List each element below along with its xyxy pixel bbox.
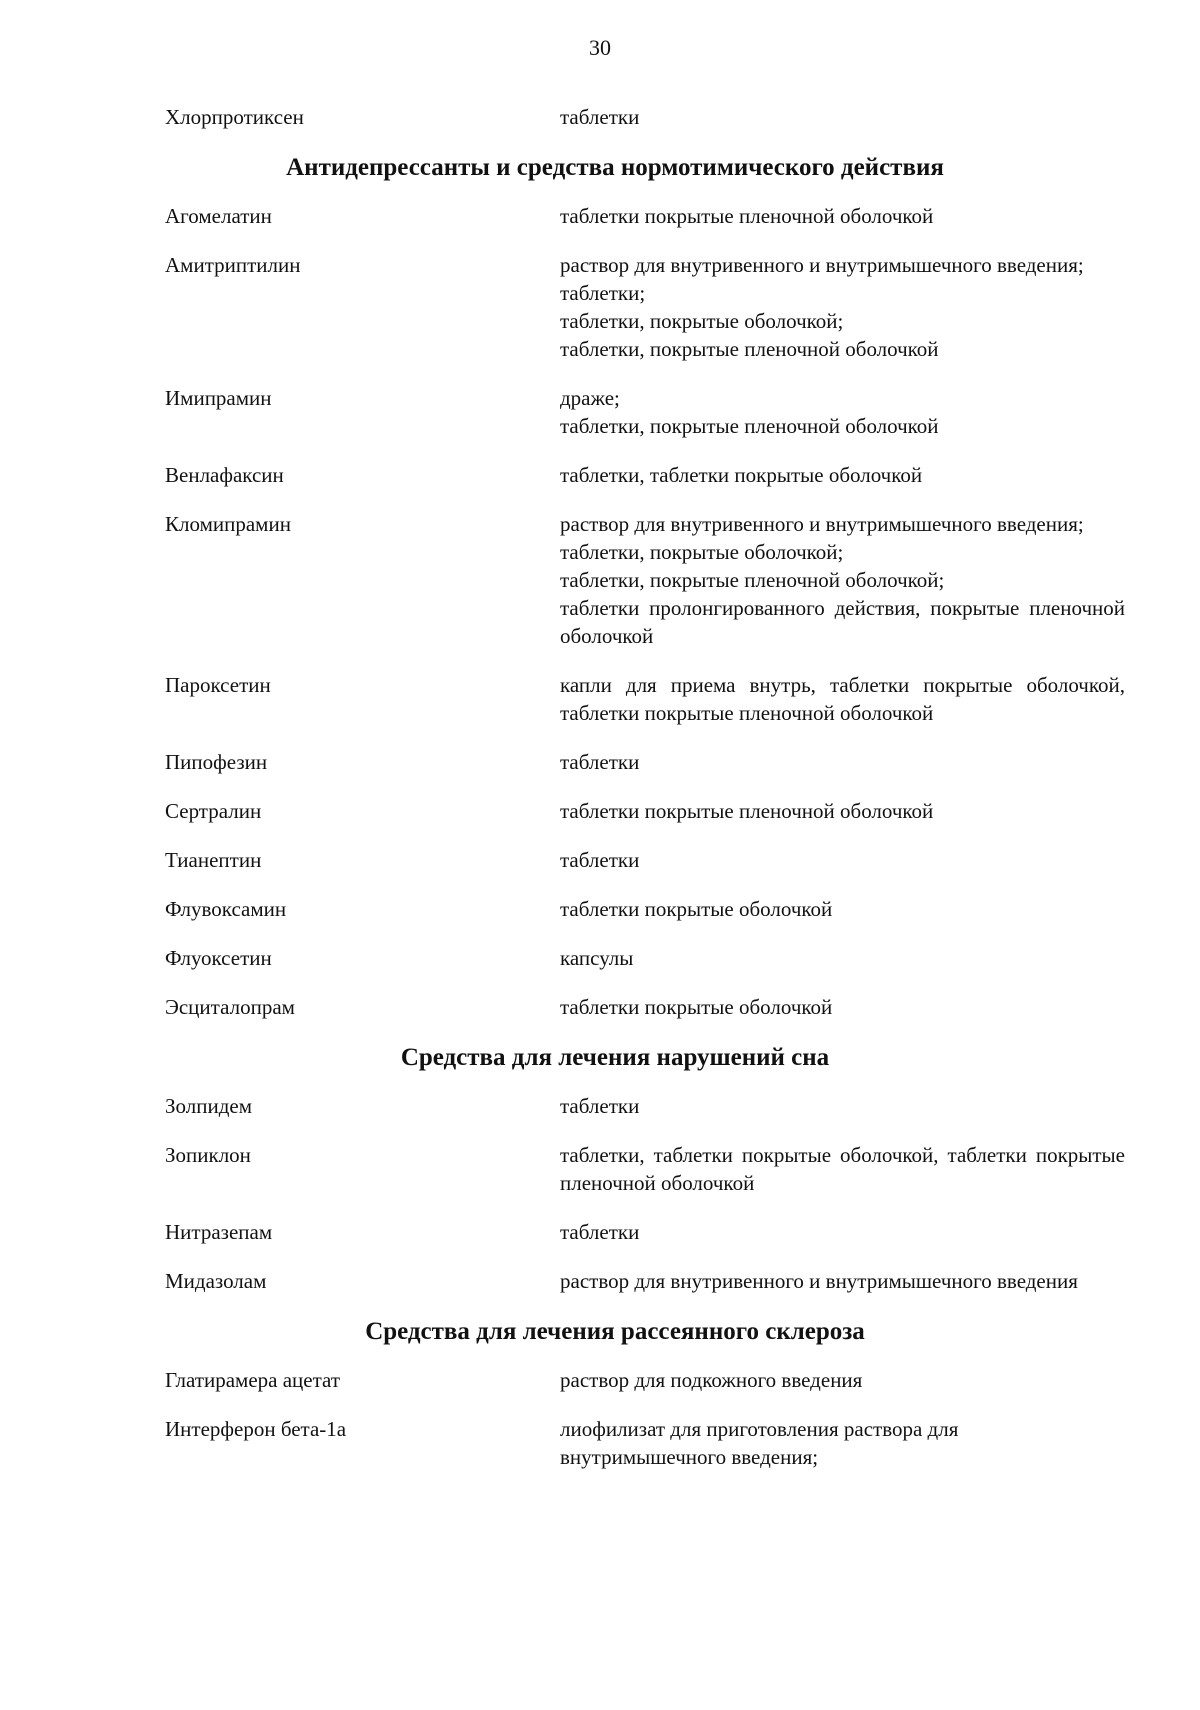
drug-row: [165, 1415, 1125, 1471]
drug-forms: [560, 510, 1125, 650]
drug-row: [165, 797, 1125, 825]
dosage-form: таблетки, покрытые оболочкой;: [560, 540, 844, 564]
dosage-form: таблетки покрытые пленочной оболочкой: [560, 799, 934, 823]
drug-name: Зопиклон: [165, 1143, 251, 1167]
drug-forms: [560, 251, 1125, 363]
drug-name: Пароксетин: [165, 673, 271, 697]
drug-row: [165, 895, 1125, 923]
section-title: Средства для лечения рассеянного склероза: [365, 1318, 865, 1345]
drug-forms: [560, 748, 1125, 776]
drug-list: [165, 103, 1125, 1492]
drug-forms: [560, 202, 1125, 230]
drug-row: [165, 1218, 1125, 1246]
dosage-form: раствор для подкожного введения: [560, 1368, 863, 1392]
dosage-form: драже;: [560, 386, 620, 410]
drug-name: Хлорпротиксен: [165, 105, 304, 129]
drug-row: [165, 103, 1125, 131]
drug-name: Тианептин: [165, 848, 262, 872]
drug-forms: [560, 1415, 1125, 1471]
drug-row: [165, 1366, 1125, 1394]
drug-forms: [560, 1218, 1125, 1246]
drug-forms: [560, 461, 1125, 489]
drug-row: [165, 202, 1125, 230]
dosage-form: таблетки покрытые оболочкой: [560, 897, 833, 921]
drug-name: Глатирамера ацетат: [165, 1368, 341, 1392]
drug-name: Золпидем: [165, 1094, 252, 1118]
dosage-form: таблетки: [560, 1220, 640, 1244]
drug-row: [165, 748, 1125, 776]
dosage-form: капсулы: [560, 946, 634, 970]
dosage-form: таблетки: [560, 105, 640, 129]
page-number: 30: [589, 35, 611, 60]
drug-forms: [560, 944, 1125, 972]
drug-row: [165, 1092, 1125, 1120]
dosage-form: таблетки покрытые пленочной оболочкой: [560, 204, 934, 228]
drug-row: [165, 1267, 1125, 1295]
drug-row: [165, 251, 1125, 363]
dosage-form: таблетки, таблетки покрытые оболочкой: [560, 463, 923, 487]
drug-name: Нитразепам: [165, 1220, 273, 1244]
drug-name: Кломипрамин: [165, 512, 291, 536]
dosage-form: таблетки, покрытые оболочкой;: [560, 309, 844, 333]
drug-row: [165, 384, 1125, 440]
dosage-form: капли для приема внутрь, таблетки покрытые оболочкой, таблетки покрытые пленочной оболочкой: [560, 673, 1125, 725]
dosage-form: таблетки: [560, 1094, 640, 1118]
dosage-form: таблетки покрытые оболочкой: [560, 995, 833, 1019]
dosage-form: таблетки, покрытые пленочной оболочкой;: [560, 568, 945, 592]
drug-row: [165, 671, 1125, 727]
drug-forms: [560, 384, 1125, 440]
drug-forms: [560, 1141, 1125, 1197]
dosage-form: таблетки, покрытые пленочной оболочкой: [560, 414, 939, 438]
drug-name: Мидазолам: [165, 1269, 267, 1293]
drug-forms: [560, 797, 1125, 825]
dosage-form: раствор для внутривенного и внутримышечного введения;: [560, 253, 1084, 277]
drug-name: Имипрамин: [165, 386, 272, 410]
drug-name: Флувоксамин: [165, 897, 287, 921]
section-title: Антидепрессанты и средства нормотимического действия: [286, 154, 944, 181]
drug-name: Агомелатин: [165, 204, 272, 228]
dosage-form: таблетки: [560, 750, 640, 774]
drug-forms: [560, 671, 1125, 727]
dosage-form: таблетки, таблетки покрытые оболочкой, таблетки покрытые пленочной оболочкой: [560, 1143, 1125, 1195]
drug-row: [165, 510, 1125, 650]
drug-name: Интерферон бета-1а: [165, 1417, 347, 1441]
drug-name: Эсциталопрам: [165, 995, 295, 1019]
drug-forms: [560, 895, 1125, 923]
dosage-form: таблетки пролонгированного действия, покрытые пленочной оболочкой: [560, 596, 1125, 648]
drug-name: Флуоксетин: [165, 946, 272, 970]
drug-row: [165, 1141, 1125, 1197]
dosage-form: таблетки;: [560, 281, 646, 305]
drug-forms: [560, 1267, 1125, 1295]
dosage-form: раствор для внутривенного и внутримышечного введения;: [560, 512, 1084, 536]
dosage-form: раствор для внутривенного и внутримышечного введения: [560, 1269, 1078, 1293]
drug-row: [165, 846, 1125, 874]
drug-row: [165, 461, 1125, 489]
drug-row: [165, 944, 1125, 972]
drug-forms: [560, 993, 1125, 1021]
drug-name: Пипофезин: [165, 750, 268, 774]
drug-row: [165, 993, 1125, 1021]
section-title: Средства для лечения нарушений сна: [400, 1044, 830, 1071]
dosage-form: таблетки, покрытые пленочной оболочкой: [560, 337, 939, 361]
drug-forms: [560, 103, 1125, 131]
drug-forms: [560, 1366, 1125, 1394]
drug-name: Амитриптилин: [165, 253, 301, 277]
drug-forms: [560, 1092, 1125, 1120]
dosage-form: лиофилизат для приготовления раствора для внутримышечного введения;: [560, 1417, 959, 1469]
dosage-form: таблетки: [560, 848, 640, 872]
drug-name: Сертралин: [165, 799, 262, 823]
drug-name: Венлафаксин: [165, 463, 284, 487]
drug-forms: [560, 846, 1125, 874]
